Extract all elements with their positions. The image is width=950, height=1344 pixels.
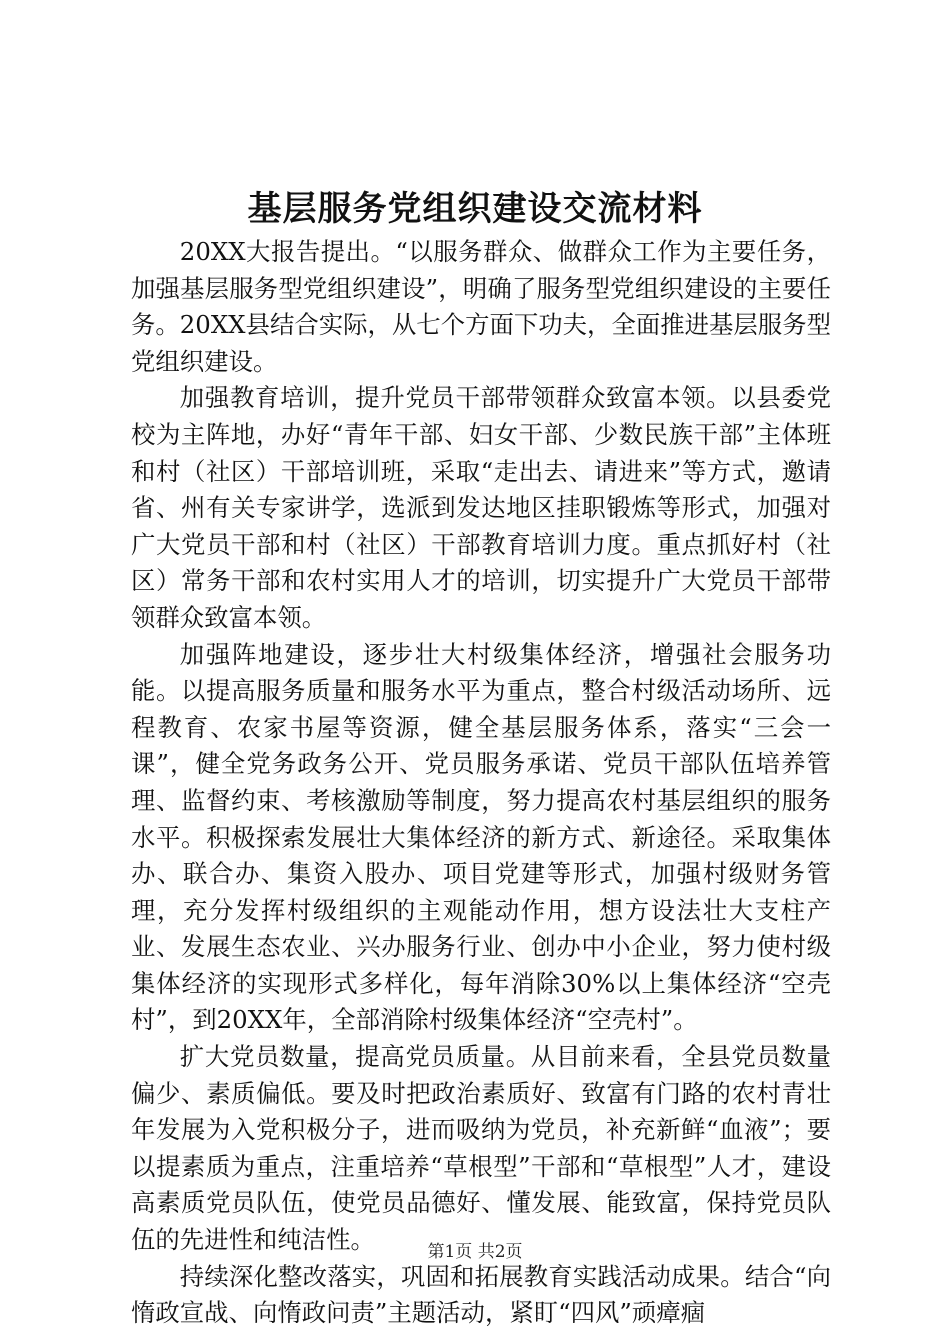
document-body bbox=[131, 234, 831, 1332]
document-title: 基层服务党组织建设交流材料 bbox=[247, 189, 703, 229]
paragraph-intro: 20XX大报告提出。“以服务群众、做群众工作为主要任务，加强基层服务型党组织建设”，明确了服务型党组织建设的主要任务。20XX县结合实际，从七个方面下功夫，全面推进基层服务型党组织建设。 bbox=[131, 237, 831, 376]
paragraph-rectification: 持续深化整改落实，巩固和拓展教育实践活动成果。结合“向惰政宣战、向惰政问责”主题活动，紧盯“四风”顽瘴痼 bbox=[131, 1261, 831, 1328]
page-number-footer: 第1页 共2页 bbox=[427, 1242, 523, 1262]
paragraph-party-members: 扩大党员数量，提高党员质量。从目前来看，全县党员数量偏少、素质偏低。要及时把政治素质好、致富有门路的农村青壮年发展为入党积极分子，进而吸纳为党员，补充新鲜“血液”；要以提素质为重点，注重培养“草根型”干部和“草根型”人才，建设高素质党员队伍，使党员品德好、懂发展、能致富，保持党员队伍的先进性和纯洁性。 bbox=[131, 1042, 831, 1255]
paragraph-position-building: 加强阵地建设，逐步壮大村级集体经济，增强社会服务功能。以提高服务质量和服务水平为重点，整合村级活动场所、远程教育、农家书屋等资源，健全基层服务体系，落实“三会一课”，健全党务政务公开、党员服务承诺、党员干部队伍培养管理、监督约束、考核激励等制度，努力提高农村基层组织的服务水平。积极探索发展壮大集体经济的新方式、新途径。采取集体办、联合办、集资入股办、项目党建等形式，加强村级财务管理，充分发挥村级组织的主观能动作用，想方设法壮大支柱产业、发展生态农业、兴办服务行业、创办中小企业，努力使村级集体经济的实现形式多样化，每年消除30%以上集体经济“空壳村”，到20XX年，全部消除村级集体经济“空壳村”。 bbox=[131, 639, 831, 1035]
paragraph-education-training: 加强教育培训，提升党员干部带领群众致富本领。以县委党校为主阵地，办好“青年干部、妇女干部、少数民族干部”主体班和村（社区）干部培训班，采取“走出去、请进来”等方式，邀请省、州有关专家讲学，选派到发达地区挂职锻炼等形式，加强对广大党员干部和村（社区）干部教育培训力度。重点抓好村（社区）常务干部和农村实用人才的培训，切实提升广大党员干部带领群众致富本领。 bbox=[131, 383, 831, 632]
